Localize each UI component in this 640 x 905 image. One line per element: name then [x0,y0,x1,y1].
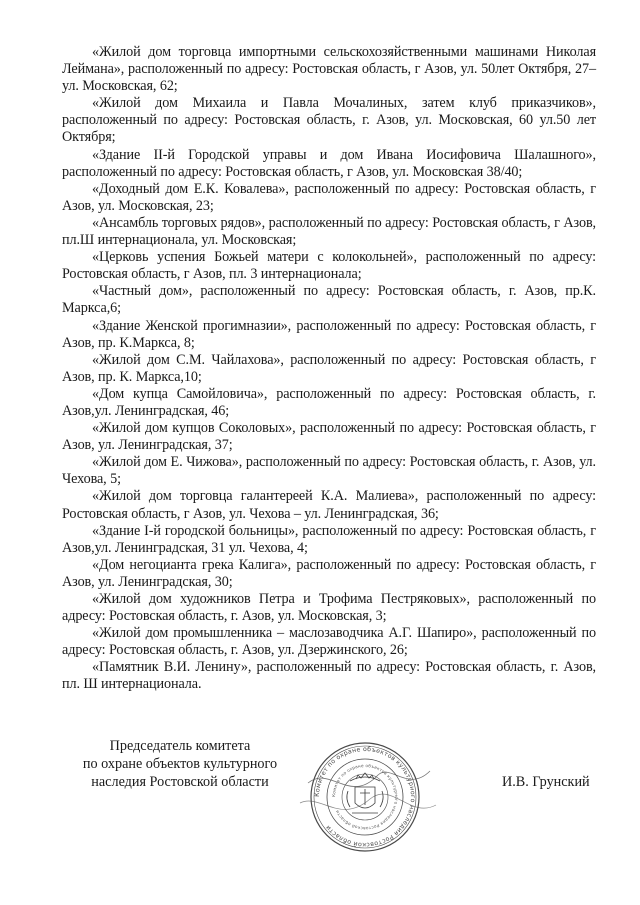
seal-outer-text: Комитет по охране объектов культурного наследия Ростовской области [313,745,417,849]
coat-of-arms-icon [347,773,383,813]
list-item: «Здание II-й Городской управы и дом Ивана Иосифовича Шалашного», расположенный по адресу: Ростовская область, г Азов, ул. Московская 38/40; [62,146,596,180]
list-item: «Здание Женской прогимназии», расположенный по адресу: Ростовская область, г Азов, пр. К.Маркса, 8; [62,317,596,351]
signer-title-line: Председатель комитета [109,738,251,754]
list-item: «Ансамбль торговых рядов», расположенный по адресу: Ростовская область, г Азов, пл.Ш интернационала, ул. Московская; [62,214,596,249]
list-item: «Частный дом», расположенный по адресу: Ростовская область, г. Азов, пр.К. Маркса,6; [62,283,596,317]
list-item: «Памятник В.И. Ленину», расположенный по адресу: Ростовская область, г. Азов, пл. Ш интернационала. [62,659,596,693]
seal-inner-text: Комитет по охране объектов культурного наследия Ростовской области [330,762,400,832]
signer-title-line: наследия Ростовской области [91,774,269,790]
list-item: «Жилой дом С.М. Чайлахова», расположенный по адресу: Ростовская область, г Азов, пр. К. Маркса,10; [62,351,596,385]
list-item: «Жилой дом промышленника – маслозаводчика А.Г. Шапиро», расположенный по адресу: Ростовская область, г. Азов, ул. Дзержинского, 26; [62,625,596,659]
signature-block [0,735,640,855]
list-item: «Доходный дом Е.К. Ковалева», расположенный по адресу: Ростовская область, г Азов, ул. Московская, 23; [62,180,596,214]
signer-name: И.В. Грунский [502,774,590,790]
list-item: «Дом купца Самойловича», расположенный по адресу: Ростовская область, г. Азов,ул. Ленинградская, 46; [62,385,596,419]
list-item: «Здание I-й городской больницы», расположенный по адресу: Ростовская область, г Азов,ул. Ленинградская, 31 ул. Чехова, 4; [62,522,596,556]
list-item: «Жилой дом Е. Чижова», расположенный по адресу: Ростовская область, г. Азов, ул. Чехова, 5; [62,454,596,488]
list-item: «Жилой дом купцов Соколовых», расположенный по адресу: Ростовская область, г Азов, ул. Ленинградская, 37; [62,420,596,454]
list-item: «Жилой дом Михаила и Павла Мочалиных, затем клуб приказчиков», расположенный по адресу: Ростовская область, г. Азов, ул. Московская, 60 ул.50 лет Октября; [62,95,596,146]
list-item: «Церковь успения Божьей матери с колокольней», расположенный по адресу: Ростовская область, г Азов, пл. 3 интернационала; [62,249,596,283]
signer-title-line: по охране объектов культурного [82,756,278,772]
document-body [62,44,596,694]
signer-title [80,737,280,791]
list-item: «Жилой дом торговца галантереей К.А. Малиева», расположенный по адресу: Ростовская область, г Азов, ул. Чехова – ул. Ленинградская, 36; [62,488,596,522]
official-seal-stamp [290,735,440,855]
list-item: «Жилой дом художников Петра и Трофима Пестряковых», расположенный по адресу: Ростовская область, г. Азов, ул. Московская, 3; [62,591,596,625]
list-item: «Дом негоцианта грека Калига», расположенный по адресу: Ростовская область, г Азов, ул. Ленинградская, 30; [62,556,596,590]
list-item: «Жилой дом торговца импортными сельскохозяйственными машинами Николая Леймана», расположенный по адресу: Ростовская область, г Азов, ул. 50лет Октября, 27– ул. Московская, 62; [62,44,596,95]
